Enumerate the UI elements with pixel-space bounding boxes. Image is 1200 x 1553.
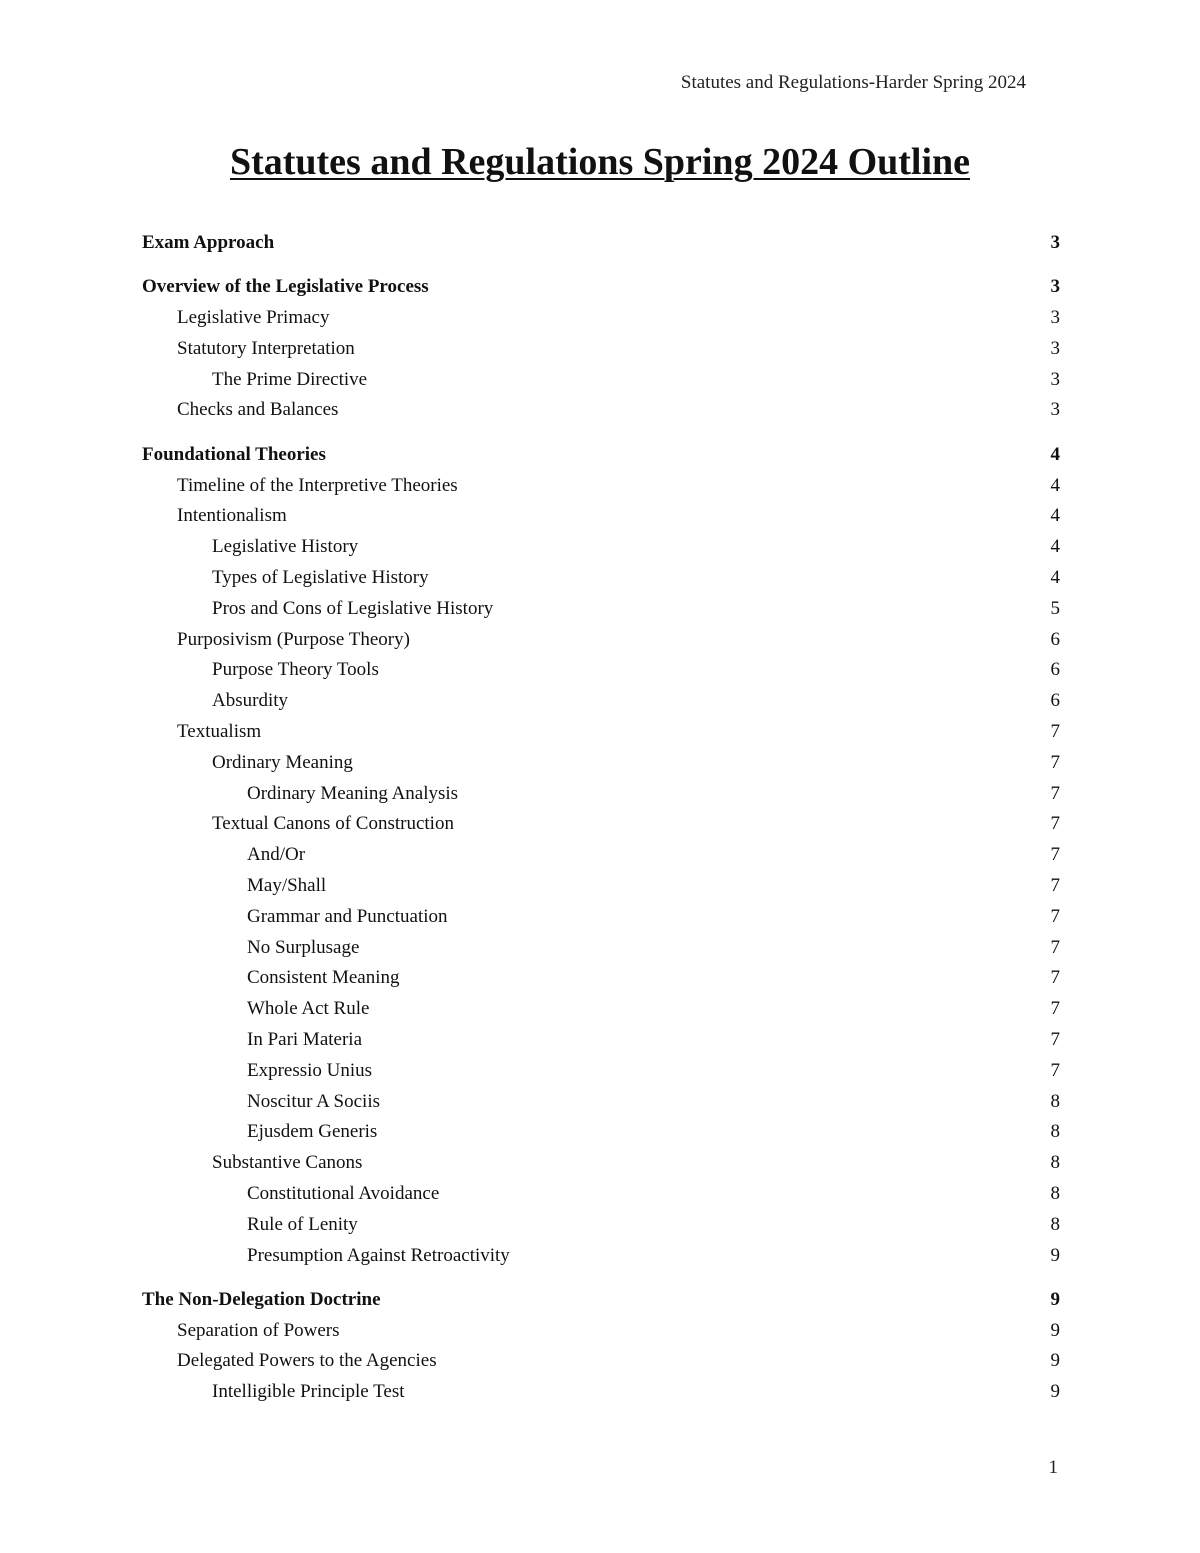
toc-entry-title: Ejusdem Generis: [247, 1121, 378, 1143]
toc-entry-page: 9: [1050, 1288, 1060, 1310]
toc-entry-title: Substantive Canons: [212, 1152, 363, 1174]
toc-entry-page: 3: [1050, 307, 1060, 329]
toc-entry-title: Consistent Meaning: [247, 967, 400, 989]
toc-entry-page: 9: [1050, 1319, 1060, 1341]
toc-entry[interactable]: [142, 501, 1060, 532]
toc-entry[interactable]: [142, 994, 1060, 1025]
toc-entry-page: 8: [1050, 1182, 1060, 1204]
toc-entry[interactable]: [142, 1285, 1060, 1316]
toc-entry-page: 7: [1050, 1059, 1060, 1081]
toc-entry-page: 9: [1050, 1350, 1060, 1372]
toc-entry-page: 5: [1050, 597, 1060, 619]
toc-entry-title: Textualism: [177, 720, 262, 742]
toc-entry[interactable]: [142, 871, 1060, 902]
toc-entry-page: 6: [1050, 659, 1060, 681]
toc-entry-page: 7: [1050, 844, 1060, 866]
toc-entry[interactable]: [142, 563, 1060, 594]
toc-entry[interactable]: [142, 1316, 1060, 1347]
toc-entry-title: In Pari Materia: [247, 1028, 363, 1050]
toc-entry-page: 3: [1050, 337, 1060, 359]
toc-entry-title: And/Or: [247, 844, 306, 866]
toc-entry-page: 3: [1050, 399, 1060, 421]
toc-entry-title: Constitutional Avoidance: [247, 1182, 440, 1204]
toc-entry-title: Ordinary Meaning: [212, 751, 353, 773]
toc-entry[interactable]: [142, 1117, 1060, 1148]
toc-entry-title: Intentionalism: [177, 505, 287, 527]
toc-entry-page: 9: [1050, 1244, 1060, 1266]
toc-entry[interactable]: [142, 1377, 1060, 1408]
toc-entry-page: 3: [1050, 232, 1060, 253]
page-number: 1: [1048, 1457, 1058, 1478]
toc-entry-title: The Non-Delegation Doctrine: [142, 1288, 381, 1310]
toc-entry[interactable]: [142, 840, 1060, 871]
toc-entry[interactable]: [142, 440, 1060, 471]
toc-entry[interactable]: [142, 334, 1060, 365]
toc-entry-title: Rule of Lenity: [247, 1213, 358, 1235]
toc-entry-title: Separation of Powers: [177, 1319, 340, 1341]
toc-entry[interactable]: [142, 809, 1060, 840]
toc-entry-page: 7: [1050, 813, 1060, 835]
toc-entry[interactable]: [142, 779, 1060, 810]
table-of-contents: [142, 228, 1060, 1408]
toc-entry-page: 7: [1050, 720, 1060, 742]
toc-entry[interactable]: [142, 1087, 1060, 1118]
toc-entry-page: 4: [1050, 474, 1060, 496]
toc-entry-title: Overview of the Legislative Process: [142, 276, 429, 298]
toc-entry-page: 6: [1050, 690, 1060, 712]
toc-entry[interactable]: [142, 471, 1060, 502]
toc-entry-title: Expressio Unius: [247, 1059, 373, 1081]
toc-entry-page: 7: [1050, 936, 1060, 958]
toc-entry[interactable]: [142, 365, 1060, 396]
toc-entry-title: Exam Approach: [142, 232, 275, 253]
toc-entry[interactable]: [142, 1148, 1060, 1179]
toc-entry[interactable]: [142, 686, 1060, 717]
toc-entry-page: 8: [1050, 1121, 1060, 1143]
toc-entry-title: Whole Act Rule: [247, 998, 370, 1020]
toc-entry[interactable]: [142, 1210, 1060, 1241]
toc-entry-title: Pros and Cons of Legislative History: [212, 597, 494, 619]
toc-entry[interactable]: [142, 594, 1060, 625]
toc-entry-title: Textual Canons of Construction: [212, 813, 454, 835]
toc-entry[interactable]: [142, 272, 1060, 303]
toc-entry[interactable]: [142, 717, 1060, 748]
toc-entry-page: 7: [1050, 905, 1060, 927]
toc-entry[interactable]: [142, 625, 1060, 656]
toc-entry-page: 3: [1050, 276, 1060, 298]
toc-entry-title: Foundational Theories: [142, 443, 326, 465]
toc-entry-title: Noscitur A Sociis: [247, 1090, 381, 1112]
toc-entry-title: Checks and Balances: [177, 399, 339, 421]
toc-entry[interactable]: [142, 1056, 1060, 1087]
toc-entry-page: 7: [1050, 967, 1060, 989]
toc-entry-page: 7: [1050, 751, 1060, 773]
toc-entry-page: 6: [1050, 628, 1060, 650]
toc-entry[interactable]: [142, 748, 1060, 779]
toc-entry-page: 9: [1050, 1381, 1060, 1403]
toc-entry[interactable]: [142, 963, 1060, 994]
toc-entry-title: Absurdity: [212, 690, 288, 712]
toc-entry-title: Grammar and Punctuation: [247, 905, 448, 927]
toc-entry[interactable]: [142, 1025, 1060, 1056]
toc-entry-page: 4: [1050, 536, 1060, 558]
toc-entry-title: Purposivism (Purpose Theory): [177, 628, 410, 650]
toc-entry-page: 8: [1050, 1213, 1060, 1235]
toc-entry-title: Types of Legislative History: [212, 566, 429, 588]
toc-entry[interactable]: [142, 395, 1060, 426]
toc-entry[interactable]: [142, 1241, 1060, 1272]
toc-entry-title: The Prime Directive: [212, 368, 368, 390]
toc-entry-page: 7: [1050, 874, 1060, 896]
toc-entry-title: Legislative History: [212, 536, 359, 558]
toc-entry-title: May/Shall: [247, 874, 327, 896]
toc-entry-page: 3: [1050, 368, 1060, 390]
toc-entry-page: 4: [1050, 505, 1060, 527]
toc-entry[interactable]: [142, 1346, 1060, 1377]
toc-entry-page: 8: [1050, 1152, 1060, 1174]
document-title: Statutes and Regulations Spring 2024 Outline: [229, 141, 971, 183]
toc-entry-title: Purpose Theory Tools: [212, 659, 379, 681]
toc-entry-title: Legislative Primacy: [177, 307, 330, 329]
toc-entry-title: Statutory Interpretation: [177, 337, 355, 359]
toc-entry-title: Intelligible Principle Test: [212, 1381, 405, 1403]
toc-entry-page: 7: [1050, 1028, 1060, 1050]
toc-entry[interactable]: [142, 303, 1060, 334]
toc-entry[interactable]: [142, 532, 1060, 563]
toc-entry-page: 7: [1050, 998, 1060, 1020]
toc-entry-page: 4: [1050, 566, 1060, 588]
toc-entry-page: 8: [1050, 1090, 1060, 1112]
toc-entry-title: No Surplusage: [247, 936, 360, 958]
running-header: Statutes and Regulations-Harder Spring 2024: [680, 72, 1026, 93]
toc-entry-title: Presumption Against Retroactivity: [247, 1244, 510, 1266]
toc-entry[interactable]: [142, 655, 1060, 686]
toc-entry[interactable]: [142, 228, 1060, 259]
toc-entry-title: Delegated Powers to the Agencies: [177, 1350, 437, 1372]
toc-entry[interactable]: [142, 902, 1060, 933]
toc-entry-page: 4: [1050, 443, 1060, 465]
toc-entry-title: Timeline of the Interpretive Theories: [177, 474, 458, 496]
toc-entry-title: Ordinary Meaning Analysis: [247, 782, 459, 804]
toc-entry-page: 7: [1050, 782, 1060, 804]
toc-entry[interactable]: [142, 1179, 1060, 1210]
toc-entry[interactable]: [142, 933, 1060, 964]
